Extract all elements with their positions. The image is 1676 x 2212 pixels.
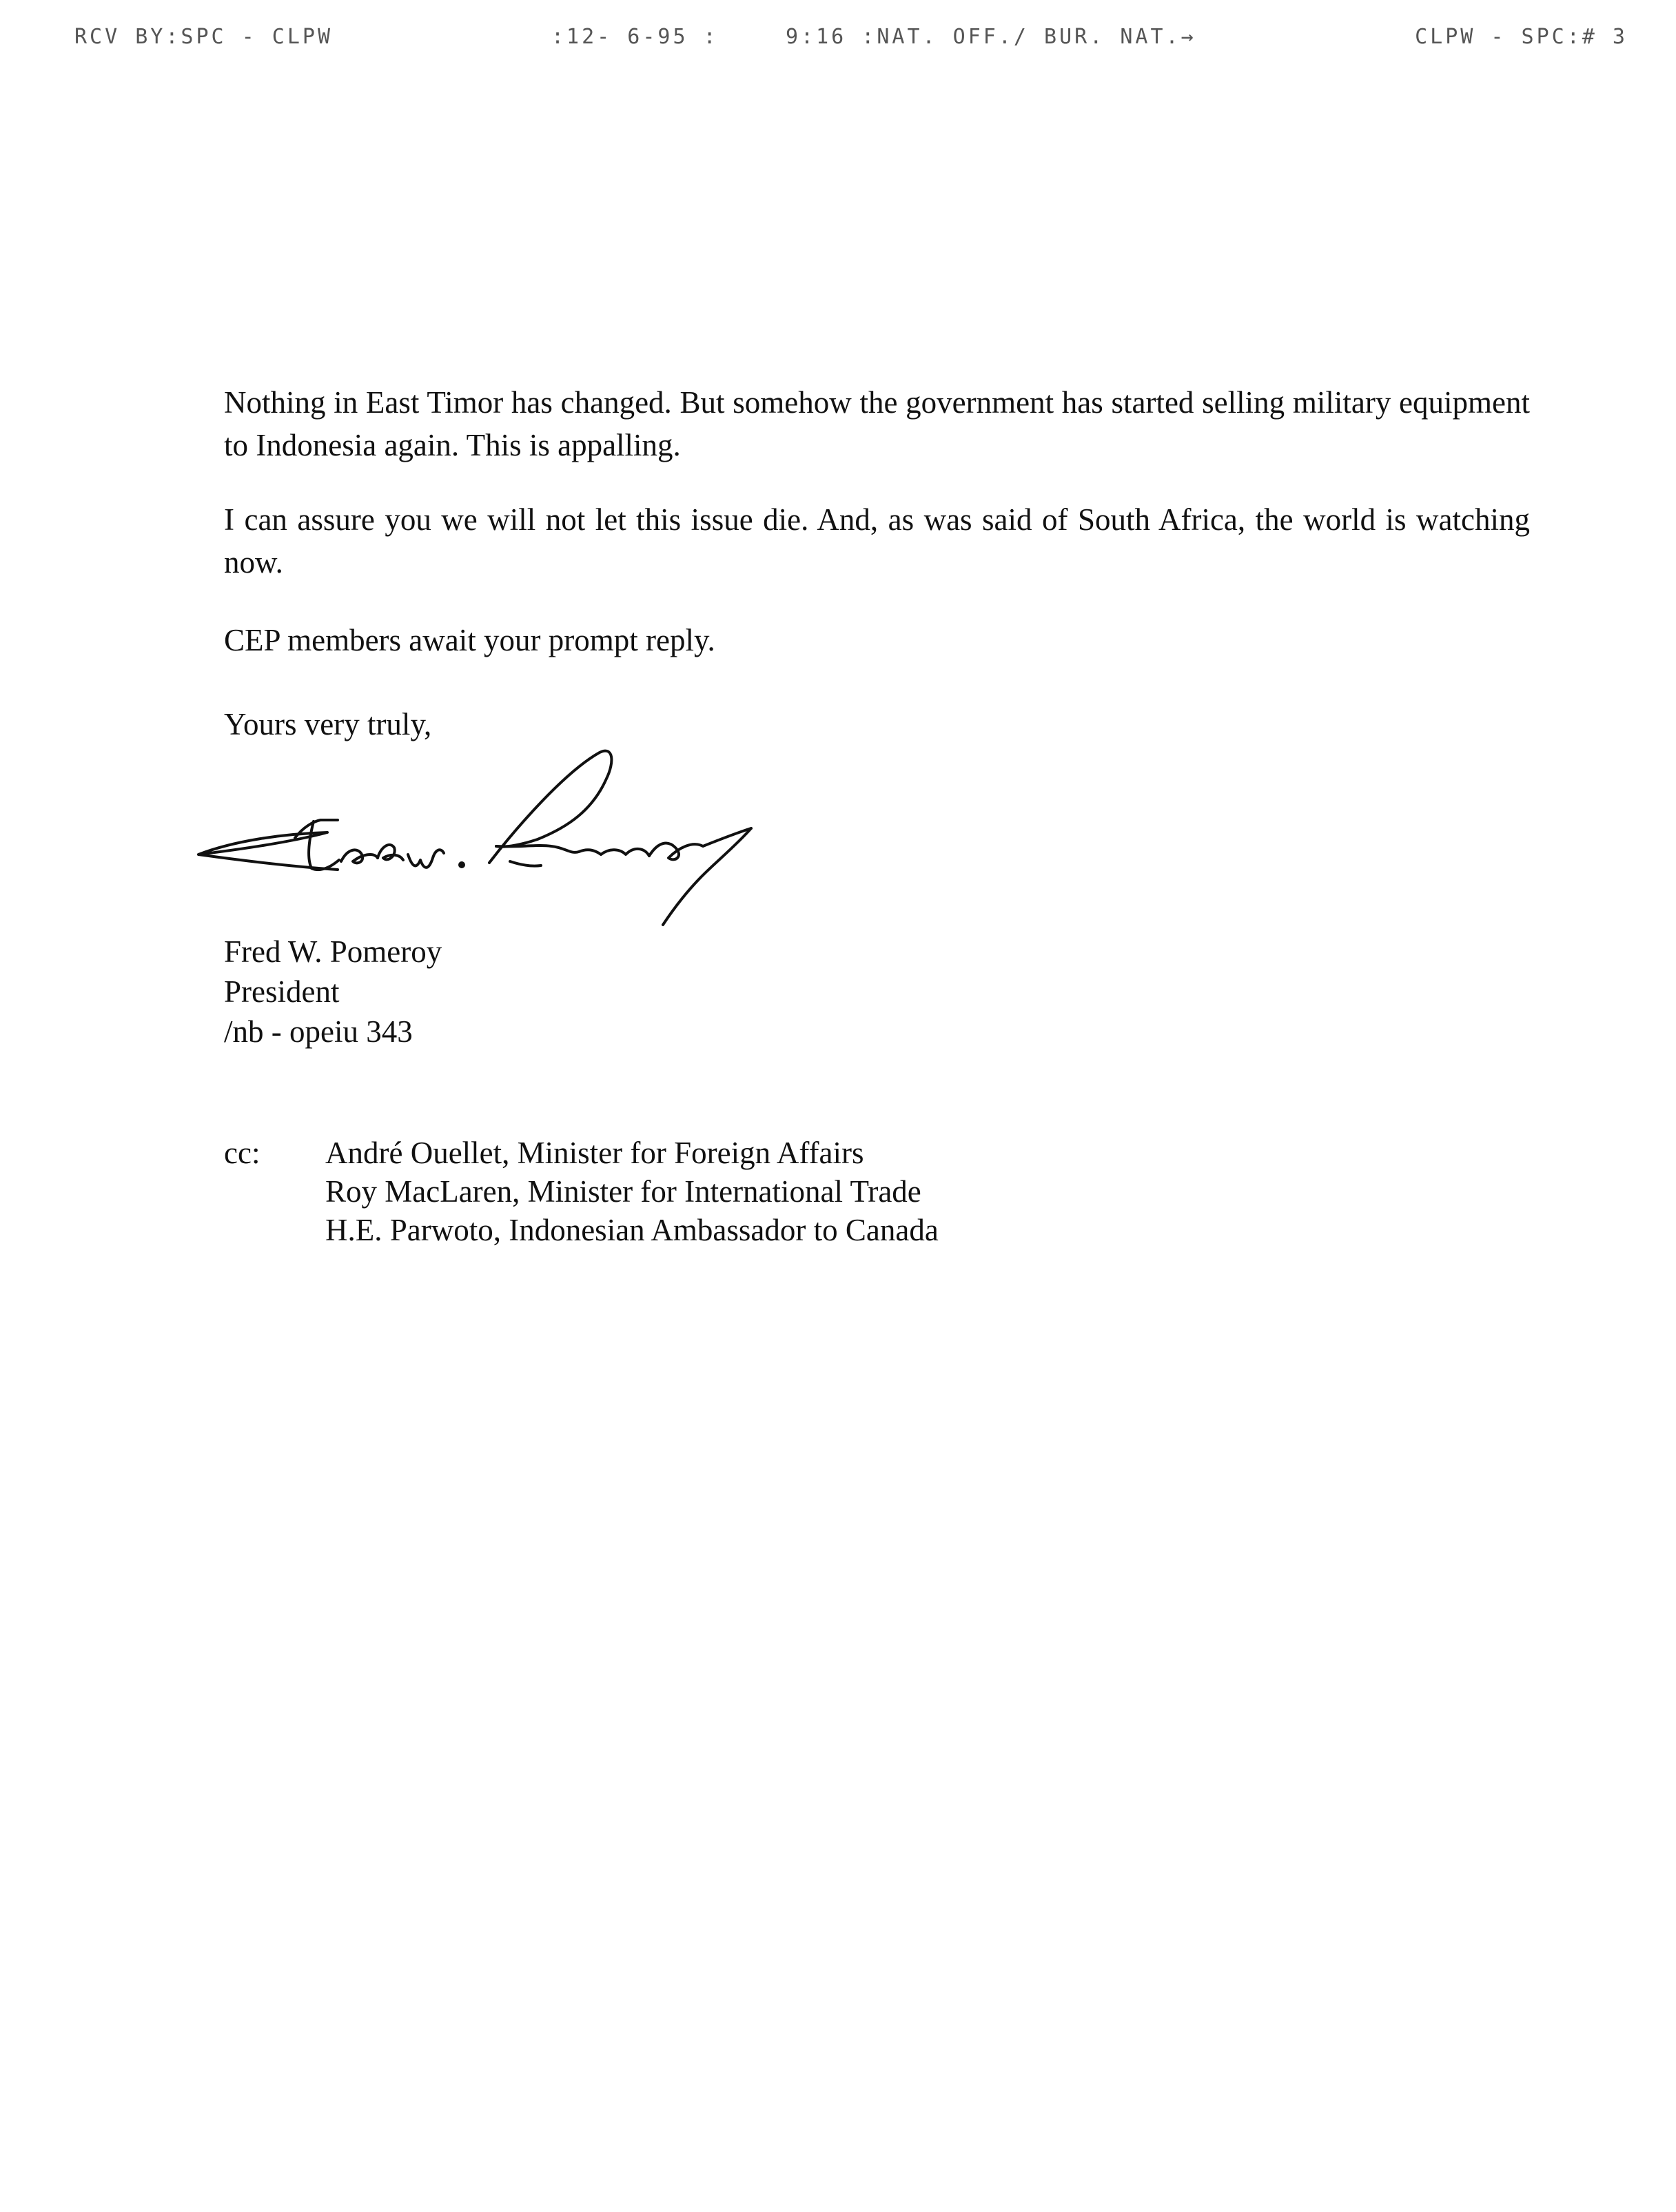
handwritten-signature — [193, 744, 841, 937]
reference-initials: /nb - opeiu 343 — [224, 1014, 413, 1049]
signature-block — [224, 932, 442, 1052]
cc-recipient: André Ouellet, Minister for Foreign Affairs — [325, 1136, 864, 1170]
letter-paragraph: Nothing in East Timor has changed. But somehow the government has started selling military equipment to Indonesia again. This is appalling. — [224, 385, 1530, 462]
cc-list — [325, 1134, 939, 1249]
letter-closing: Yours very truly, — [224, 707, 432, 741]
cc-recipient: Roy MacLaren, Minister for International Trade — [325, 1174, 921, 1209]
cc-recipient: H.E. Parwoto, Indonesian Ambassador to Canada — [325, 1213, 939, 1247]
fax-page-ref: CLPW - SPC:# 3 — [1415, 25, 1628, 49]
letter-paragraph: CEP members await your prompt reply. — [224, 623, 715, 657]
cc-label: cc: — [224, 1136, 260, 1170]
fax-time-sender: 9:16 :NAT. OFF./ BUR. NAT.→ — [786, 25, 1196, 49]
letter-paragraph: I can assure you we will not let this issue die. And, as was said of South Africa, the world is watching now. — [224, 502, 1530, 580]
fax-date: :12- 6-95 : — [551, 25, 719, 49]
signatory-name: Fred W. Pomeroy — [224, 934, 442, 969]
fax-transmission-header — [0, 25, 1676, 59]
signatory-title: President — [224, 974, 340, 1009]
fax-received-by: RCV BY:SPC - CLPW — [74, 25, 334, 49]
